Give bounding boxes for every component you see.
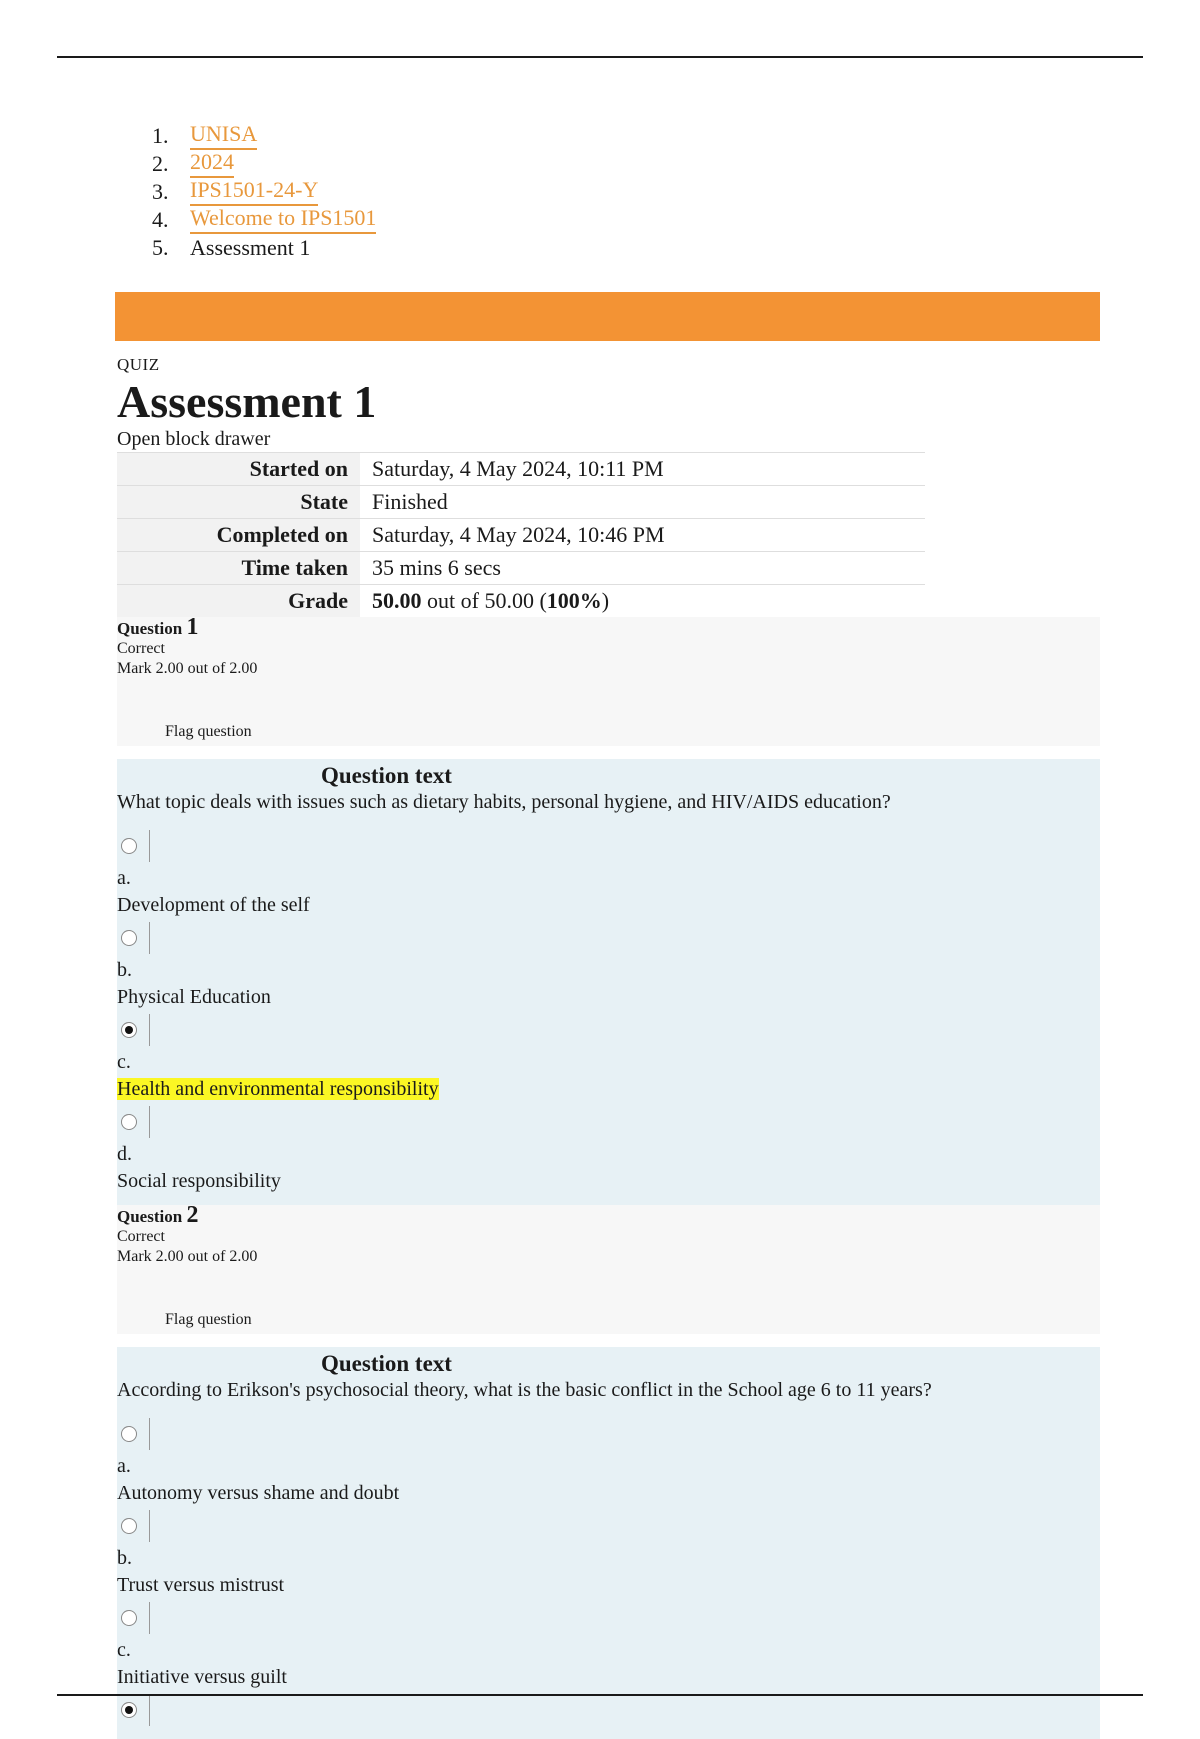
breadcrumb-item-unisa: [152, 122, 376, 150]
answer-radio-row: [117, 1691, 1100, 1729]
question-label: Question: [117, 1207, 183, 1226]
summary-row-completed: [117, 519, 925, 552]
answer-radio-a[interactable]: [121, 838, 137, 854]
answer-text: Trust versus mistrust: [117, 1574, 285, 1596]
question-label: Question: [117, 619, 183, 638]
answer-radio-c[interactable]: [121, 1022, 137, 1038]
flag-question-button[interactable]: Flag question: [165, 1311, 252, 1328]
breadcrumb-link-welcome[interactable]: Welcome to IPS1501: [190, 206, 376, 234]
breadcrumb-number: 1.: [152, 123, 169, 148]
answer-letter: c.: [117, 1051, 131, 1073]
answer-radio-d[interactable]: [121, 1114, 137, 1130]
breadcrumb-number: 4.: [152, 207, 169, 232]
attempt-summary-table: [117, 452, 925, 617]
summary-label: State: [117, 486, 360, 519]
breadcrumb-item-year: [152, 150, 376, 178]
answer-radio-a[interactable]: [121, 1426, 137, 1442]
divider: [149, 830, 150, 862]
question-text: According to Erikson's psychosocial theory, what is the basic conflict in the School age 6 to 11 years?: [117, 1379, 932, 1401]
breadcrumb-link-course[interactable]: IPS1501-24-Y: [190, 178, 318, 206]
grade-percent: 100%: [546, 588, 602, 613]
divider: [149, 1418, 150, 1450]
question-status: Correct: [117, 1228, 165, 1245]
answer-list: [117, 827, 1100, 1195]
question-info: [117, 1202, 1100, 1334]
question-text-heading: Question text: [321, 763, 452, 788]
question-number: [117, 614, 1100, 640]
grade-out-of: out of 50.00 (: [421, 588, 547, 613]
answer-letter: d.: [117, 1143, 132, 1165]
summary-label: Time taken: [117, 552, 360, 585]
answer-radio-row: [117, 1011, 1100, 1049]
question-info: [117, 614, 1100, 746]
divider: [149, 1106, 150, 1138]
breadcrumb-item-course: [152, 178, 376, 206]
question-mark: Mark 2.00 out of 2.00: [117, 1248, 258, 1265]
breadcrumb: [152, 122, 376, 262]
divider: [149, 922, 150, 954]
question-number: [117, 1202, 1100, 1228]
question-number-value: 2: [186, 1202, 199, 1228]
answer-radio-row: [117, 827, 1100, 865]
highlighted-answer: Health and environmental responsibility: [117, 1078, 439, 1100]
answer-radio-row: [117, 1599, 1100, 1637]
summary-value: Finished: [360, 486, 925, 519]
question-text: What topic deals with issues such as dietary habits, personal hygiene, and HIV/AIDS education?: [117, 791, 891, 813]
open-block-drawer-link[interactable]: Open block drawer: [117, 428, 271, 450]
summary-row-state: [117, 486, 925, 519]
answer-radio-c[interactable]: [121, 1610, 137, 1626]
answer-text-highlighted: [117, 1076, 1100, 1103]
summary-label: Completed on: [117, 519, 360, 552]
answer-letter: c.: [117, 1639, 131, 1661]
summary-label: Started on: [117, 453, 360, 486]
breadcrumb-current: Assessment 1: [190, 235, 311, 260]
grade-score: 50.00: [372, 588, 422, 613]
summary-row-time: [117, 552, 925, 585]
question-status: Correct: [117, 640, 165, 657]
answer-letter: b.: [117, 959, 132, 981]
question-formulation: [117, 759, 1100, 1205]
summary-value: [360, 585, 925, 618]
breadcrumb-number: 2.: [152, 151, 169, 176]
answer-radio-row: [117, 1103, 1100, 1141]
divider: [149, 1602, 150, 1634]
summary-row-started: [117, 453, 925, 486]
question-text-heading: Question text: [321, 1351, 452, 1376]
summary-row-grade: [117, 585, 925, 618]
answer-text: Social responsibility: [117, 1170, 281, 1192]
question-number-value: 1: [186, 614, 199, 640]
bottom-rule: [57, 1694, 1143, 1696]
grade-close: ): [601, 588, 610, 613]
answer-text: Initiative versus guilt: [117, 1666, 287, 1688]
answer-text: Autonomy versus shame and doubt: [117, 1482, 400, 1504]
answer-radio-b[interactable]: [121, 930, 137, 946]
summary-value: Saturday, 4 May 2024, 10:46 PM: [360, 519, 925, 552]
question-mark: Mark 2.00 out of 2.00: [117, 660, 258, 677]
divider: [149, 1014, 150, 1046]
page-title: Assessment 1: [117, 376, 377, 427]
breadcrumb-item-current: [152, 234, 376, 262]
answer-radio-b[interactable]: [121, 1518, 137, 1534]
breadcrumb-link-year[interactable]: 2024: [190, 150, 234, 178]
answer-list: [117, 1415, 1100, 1729]
divider: [149, 1510, 150, 1542]
answer-letter: a.: [117, 867, 131, 889]
question-formulation: [117, 1347, 1100, 1739]
breadcrumb-item-welcome: [152, 206, 376, 234]
answer-radio-d[interactable]: [121, 1702, 137, 1718]
answer-text: Development of the self: [117, 894, 310, 916]
answer-text: Physical Education: [117, 986, 271, 1008]
header-banner: [115, 292, 1100, 341]
breadcrumb-number: 5.: [152, 235, 169, 260]
answer-letter: a.: [117, 1455, 131, 1477]
summary-value: 35 mins 6 secs: [360, 552, 925, 585]
answer-radio-row: [117, 919, 1100, 957]
breadcrumb-number: 3.: [152, 179, 169, 204]
summary-label: Grade: [117, 585, 360, 618]
answer-letter: b.: [117, 1547, 132, 1569]
answer-radio-row: [117, 1507, 1100, 1545]
activity-type-label: QUIZ: [117, 355, 160, 374]
divider: [149, 1694, 150, 1726]
flag-question-button[interactable]: Flag question: [165, 723, 252, 740]
top-rule: [57, 56, 1143, 58]
summary-value: Saturday, 4 May 2024, 10:11 PM: [360, 453, 925, 486]
answer-radio-row: [117, 1415, 1100, 1453]
main-content: [117, 354, 1100, 1739]
breadcrumb-link-unisa[interactable]: UNISA: [190, 122, 257, 150]
